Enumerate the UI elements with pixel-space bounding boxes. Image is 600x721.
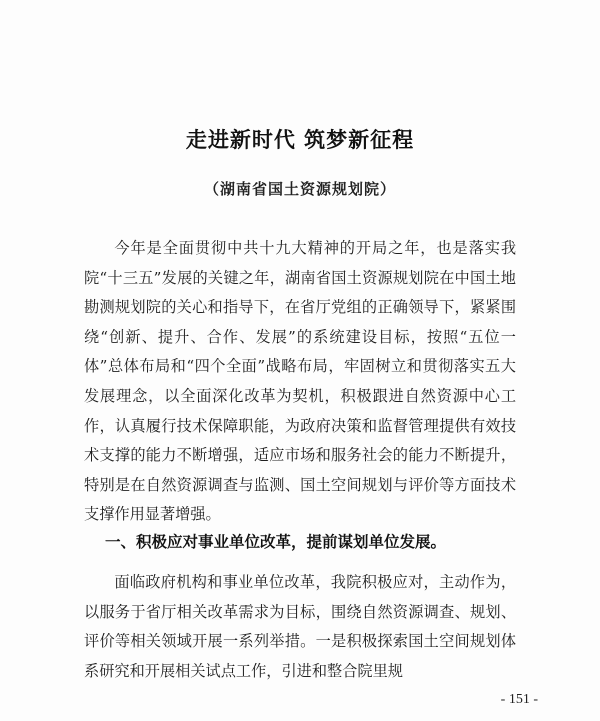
body-paragraph-intro: 今年是全面贯彻中共十九大精神的开局之年，也是落实我院“十三五”发展的关键之年，湖南省国土资源规划院在中国土地勘测规划院的关心和指导下，在省厅党组的正确领导下，紧紧围绕“创新、提升、合作、发展”的系统建设目标，按照“五位一体”总体布局和“四个全面”战略布局，牢固树立和贯彻落实五大发展理念，以全面深化改革为契机，积极跟进自然资源中心工作，认真履行技术保障职能，为政府决策和监督管理提供有效技术支撑的能力不断增强，适应市场和服务社会的能力不断提升，特别是在自然资源调查与监测、国土空间规划与评价等方面技术支撑作用显著增强。 [84, 239, 516, 524]
section-heading: 一、积极应对事业单位改革，提前谋划单位发展。 [105, 533, 447, 551]
page-number: - 151 - [500, 692, 538, 707]
body-paragraph-section: 面临政府机构和事业单位改革，我院积极应对，主动作为，以服务于省厅相关改革需求为目标，围绕自然资源调查、规划、评价等相关领域开展一系列举措。一是积极探索国土空间规划体系研究和开展相关试点工作，引进和整合院里规 [84, 573, 516, 680]
document-subtitle: （湖南省国土资源规划院） [203, 180, 396, 198]
document-title: 走进新时代 筑梦新征程 [185, 128, 415, 152]
